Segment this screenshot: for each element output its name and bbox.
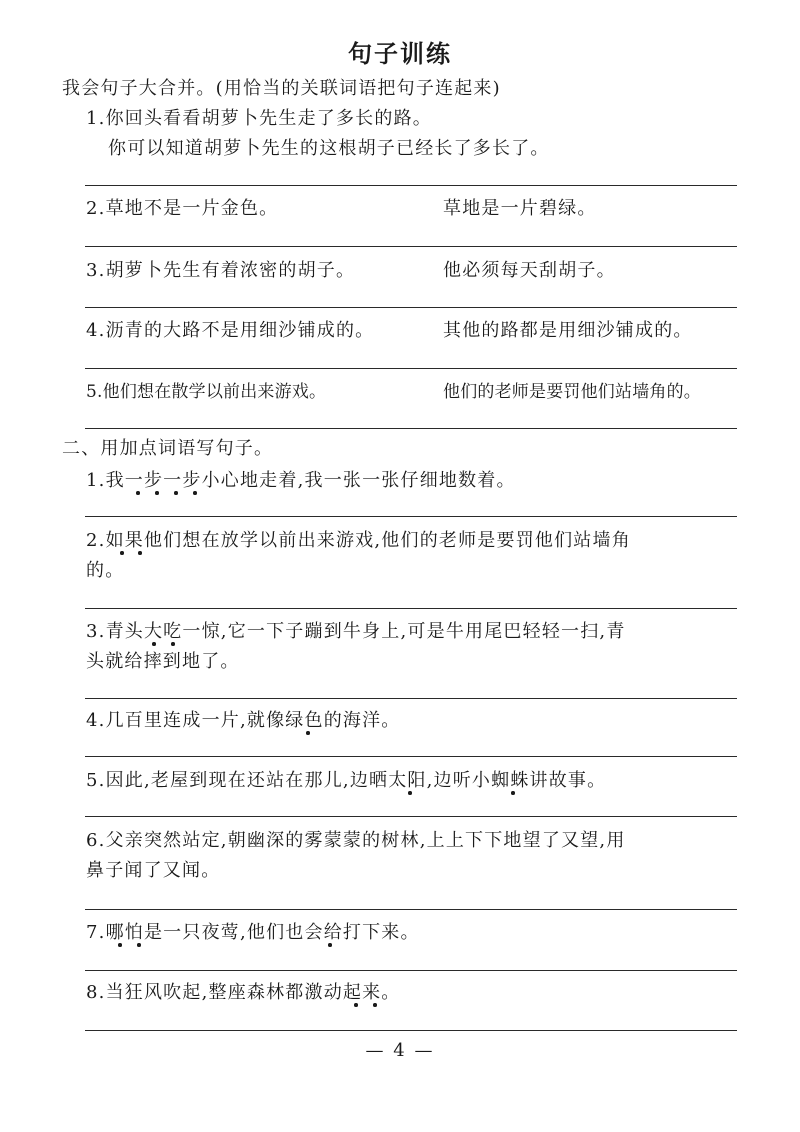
s2-item3-sentence-line1: 3.青头大吃一惊,它一下子蹦到牛身上,可是牛用尾巴轻轻一扫,青 <box>86 621 626 642</box>
s2-item3-answer-line <box>85 698 737 699</box>
emphasis-dot <box>408 791 412 795</box>
emphasis-dot <box>174 491 178 495</box>
s1-item3-sentence-a: 3.胡萝卜先生有着浓密的胡子。 <box>86 260 356 281</box>
emphasis-dot <box>373 1003 377 1007</box>
s2-item1-sentence: 1.我一步一步小心地走着,我一张一张仔细地数着。 <box>86 470 516 491</box>
page-number: — 4 — <box>365 1040 435 1061</box>
s2-item6-answer-line <box>85 909 737 910</box>
s2-item8-sentence: 8.当狂风吹起,整座森林都激动起来。 <box>86 982 401 1003</box>
section2-instruction: 二、用加点词语写句子。 <box>62 438 274 459</box>
s2-item5-answer-line <box>85 816 737 817</box>
s2-item7-sentence: 7.哪怕是一只夜莺,他们也会给打下来。 <box>86 922 420 943</box>
s2-item4-answer-line <box>85 756 737 757</box>
emphasis-dot <box>136 491 140 495</box>
emphasis-dot <box>171 642 175 646</box>
emphasis-dot <box>152 642 156 646</box>
emphasis-dot <box>354 1003 358 1007</box>
s2-item2-answer-line <box>85 608 737 609</box>
s1-item5-answer-line <box>85 428 737 429</box>
emphasis-dot <box>118 943 122 947</box>
s2-item4-sentence: 4.几百里连成一片,就像绿色的海洋。 <box>86 710 401 731</box>
s1-item1-sentence-b: 你可以知道胡萝卜先生的这根胡子已经长了多长了。 <box>108 138 550 159</box>
s1-item3-answer-line <box>85 307 737 308</box>
s1-item5-sentence-b: 他们的老师是要罚他们站墙角的。 <box>443 382 701 402</box>
s2-item6-sentence-line1: 6.父亲突然站定,朝幽深的雾蒙蒙的树林,上上下下地望了又望,用 <box>86 830 626 851</box>
s1-item1-answer-line <box>85 185 737 186</box>
s1-item2-answer-line <box>85 246 737 247</box>
emphasis-dot <box>138 551 142 555</box>
s2-item3-sentence-line2: 头就给摔到地了。 <box>86 651 240 672</box>
s2-item2-sentence-line1: 2.如果他们想在放学以前出来游戏,他们的老师是要罚他们站墙角 <box>86 530 631 551</box>
s1-item3-sentence-b: 他必须每天刮胡子。 <box>443 260 616 281</box>
page-title: 句子训练 <box>348 39 452 68</box>
emphasis-dot <box>120 551 124 555</box>
s1-item4-sentence-b: 其他的路都是用细沙铺成的。 <box>443 320 693 341</box>
s1-item2-sentence-b: 草地是一片碧绿。 <box>443 198 597 219</box>
s1-item1-sentence-a: 1.你回头看看胡萝卜先生走了多长的路。 <box>86 108 432 129</box>
emphasis-dot <box>306 731 310 735</box>
section1-instruction: 我会句子大合并。(用恰当的关联词语把句子连起来) <box>62 78 501 99</box>
emphasis-dot <box>193 491 197 495</box>
s2-item5-sentence: 5.因此,老屋到现在还站在那儿,边晒太阳,边听小蜘蛛讲故事。 <box>86 770 607 791</box>
s1-item5-sentence-a: 5.他们想在散学以前出来游戏。 <box>86 382 327 402</box>
s2-item1-answer-line <box>85 516 737 517</box>
emphasis-dot <box>137 943 141 947</box>
emphasis-dot <box>511 791 515 795</box>
s1-item4-sentence-a: 4.沥青的大路不是用细沙铺成的。 <box>86 320 375 341</box>
s2-item6-sentence-line2: 鼻子闻了又闻。 <box>86 860 221 881</box>
emphasis-dot <box>155 491 159 495</box>
s2-item2-sentence-line2: 的。 <box>86 560 125 581</box>
s1-item4-answer-line <box>85 368 737 369</box>
s2-item7-answer-line <box>85 970 737 971</box>
s2-item8-answer-line <box>85 1030 737 1031</box>
s1-item2-sentence-a: 2.草地不是一片金色。 <box>86 198 279 219</box>
emphasis-dot <box>328 943 332 947</box>
